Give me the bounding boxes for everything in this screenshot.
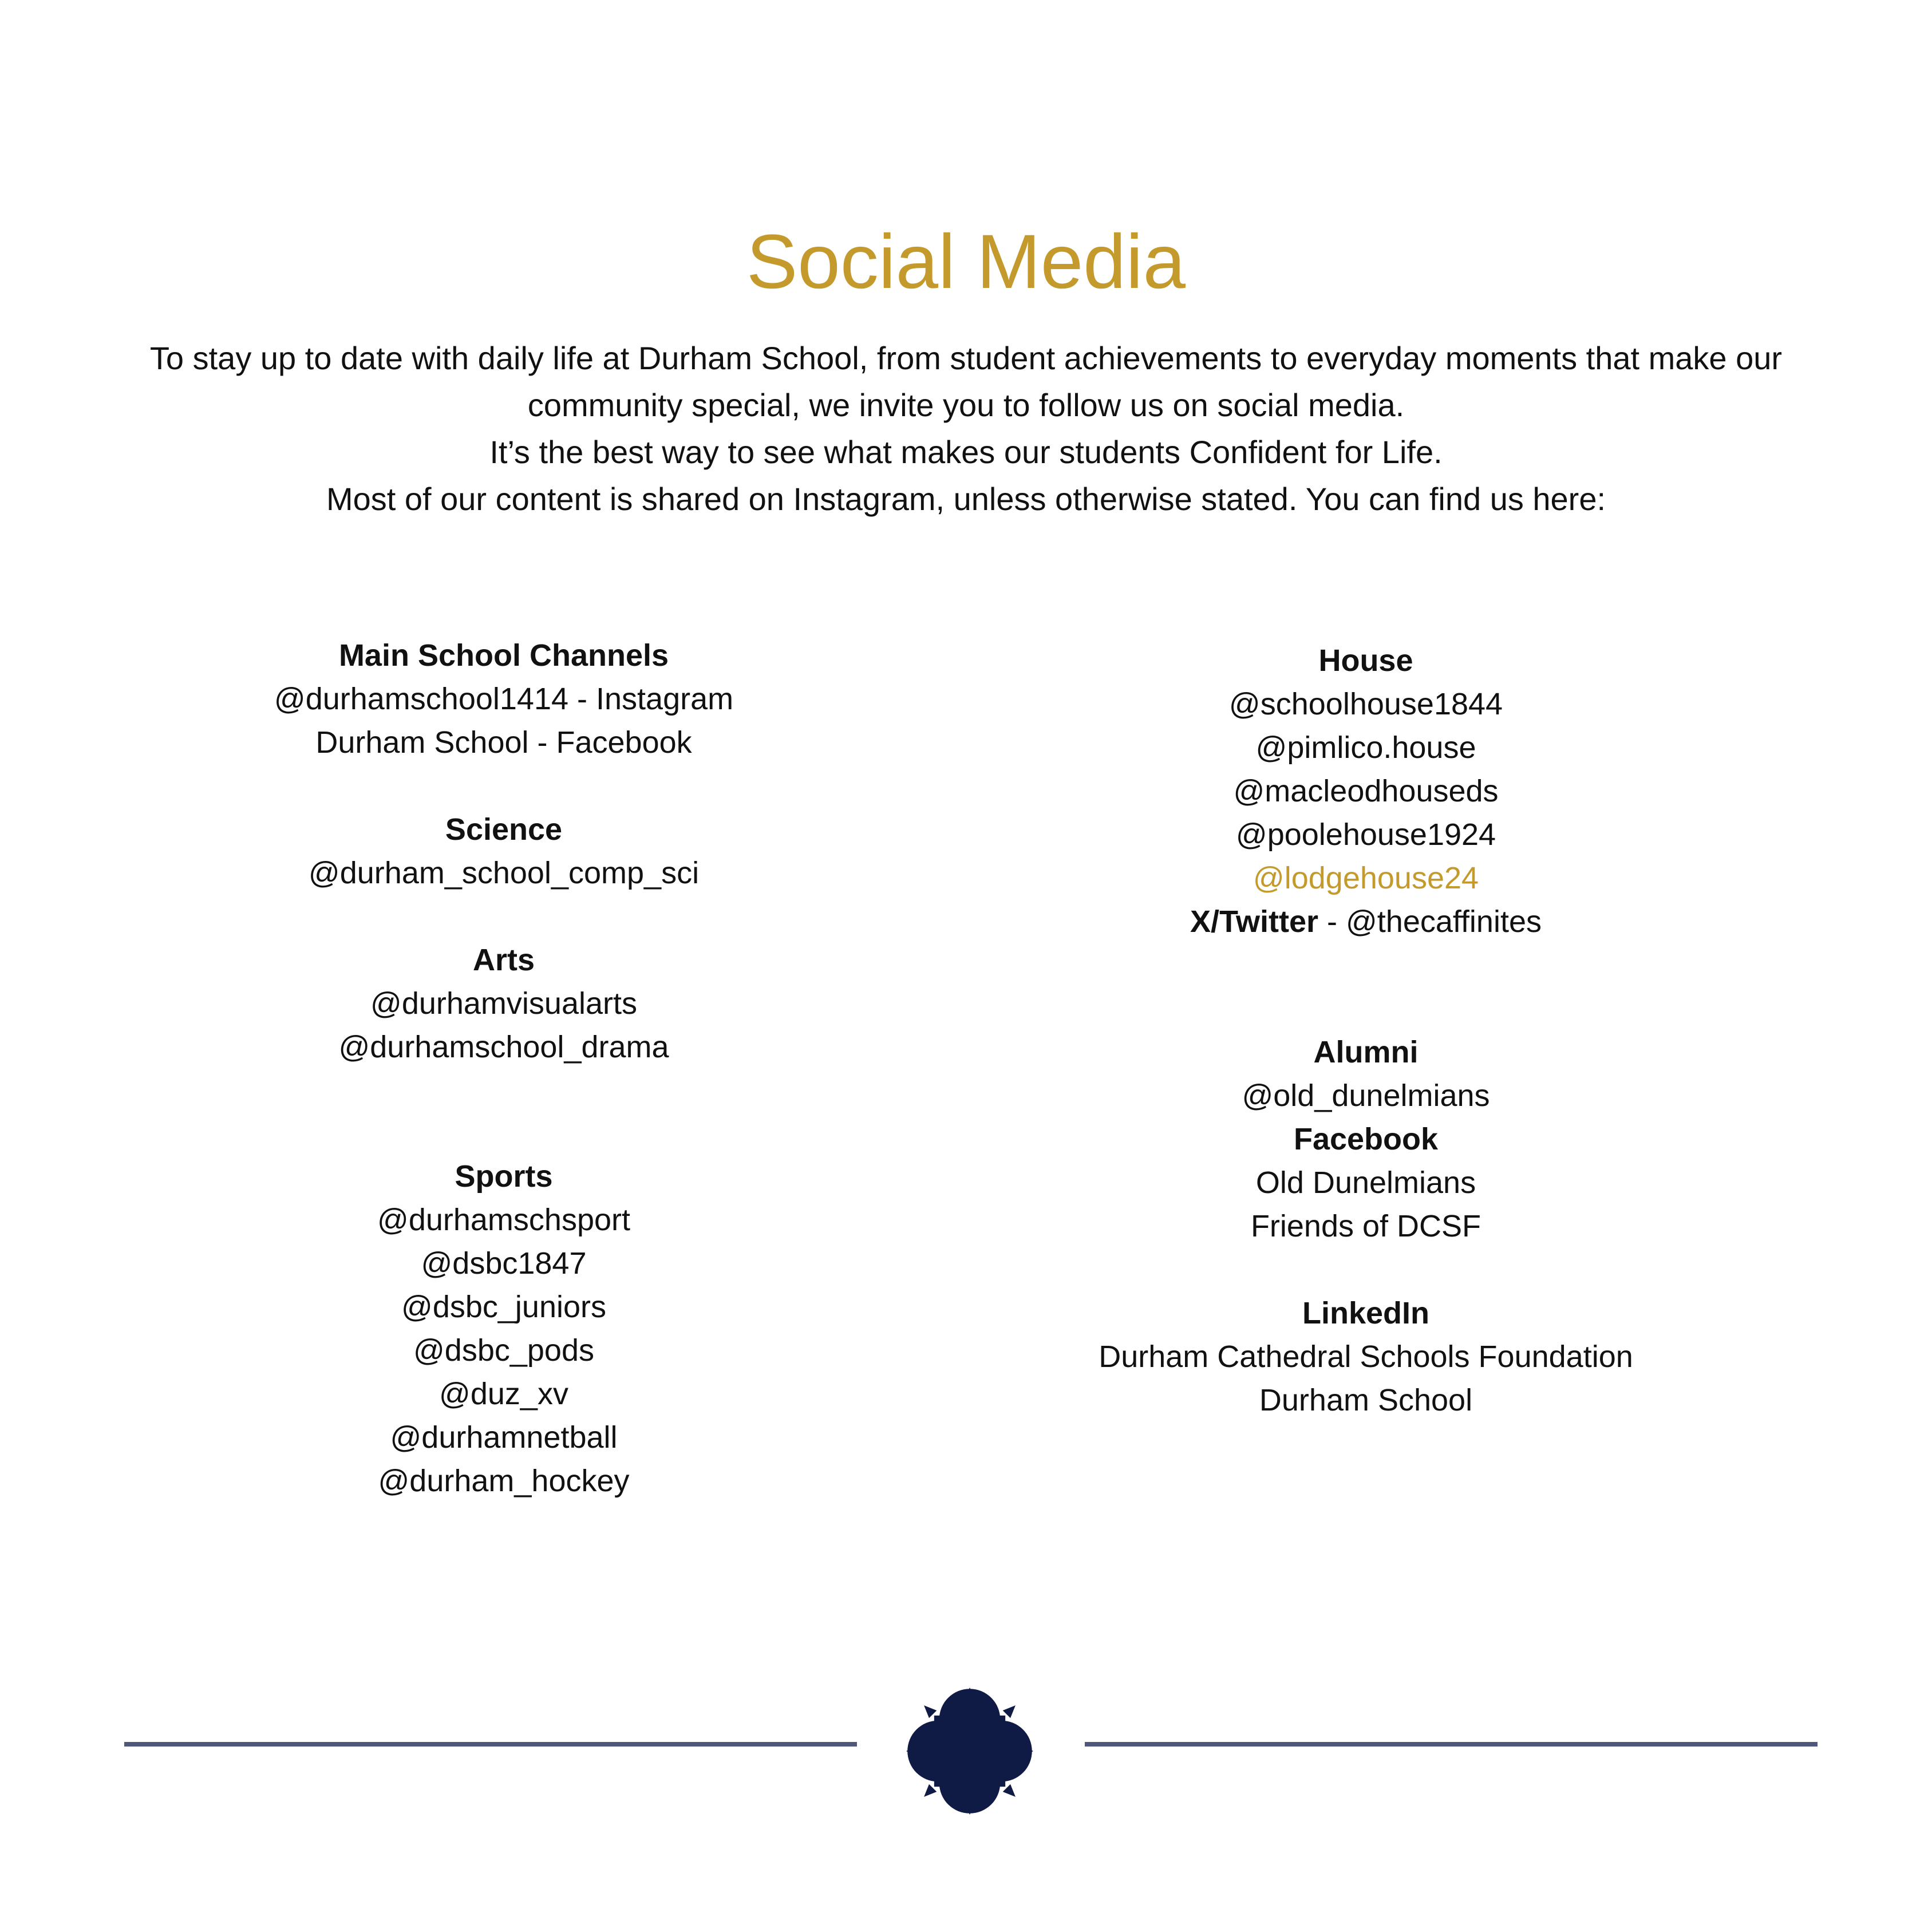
- section-heading: Sports: [455, 1159, 553, 1194]
- section-heading: Science: [445, 812, 563, 847]
- channel-link[interactable]: @pimlico.house: [1255, 730, 1476, 765]
- twitter-label: X/Twitter: [1190, 904, 1318, 939]
- house-section: [965, 639, 1767, 943]
- science-section: [103, 808, 904, 895]
- section-heading: Arts: [472, 943, 535, 977]
- channel-link[interactable]: @durhamnetball: [390, 1420, 618, 1455]
- channel-link[interactable]: Durham Cathedral Schools Foundation: [1099, 1340, 1633, 1374]
- channel-link[interactable]: @poolehouse1924: [1235, 817, 1496, 852]
- channel-link[interactable]: @durham_school_comp_sci: [308, 856, 700, 890]
- channel-link[interactable]: @schoolhouse1844: [1228, 687, 1503, 721]
- linkedin-section: [965, 1291, 1767, 1422]
- intro-line: To stay up to date with daily life at Durham School, from student achievements to everyday moments that make our community special, we invite you to follow us on social media.: [149, 340, 1783, 423]
- section-heading: Main School Channels: [338, 638, 669, 673]
- arts-section: [103, 938, 904, 1069]
- channel-link[interactable]: Durham School: [1259, 1383, 1473, 1417]
- quatrefoil-icon: [906, 1688, 1033, 1815]
- channel-link[interactable]: @durhamvisualarts: [370, 986, 637, 1021]
- channel-link[interactable]: @old_dunelmians: [1242, 1078, 1490, 1113]
- sub-heading: Facebook: [1293, 1122, 1439, 1156]
- channel-link[interactable]: @durhamschool1414 - Instagram: [274, 682, 734, 716]
- page-title: Social Media: [746, 219, 1186, 305]
- channel-link[interactable]: Old Dunelmians: [1255, 1165, 1476, 1200]
- main-school-channels-section: [103, 634, 904, 764]
- channel-link[interactable]: @dsbc_juniors: [401, 1290, 606, 1324]
- alumni-section: [965, 1030, 1767, 1248]
- footer-divider-left: [124, 1742, 857, 1747]
- sports-section: [103, 1155, 904, 1503]
- right-column: [965, 639, 1767, 1422]
- channel-link-highlighted[interactable]: @lodgehouse24: [1253, 861, 1479, 895]
- section-heading: House: [1318, 643, 1413, 678]
- section-heading: Alumni: [1313, 1035, 1419, 1069]
- footer-divider-right: [1085, 1742, 1818, 1747]
- channel-link[interactable]: @dsbc1847: [421, 1246, 587, 1281]
- channel-link[interactable]: @durhamschool_drama: [338, 1030, 669, 1064]
- intro-line: Most of our content is shared on Instagram, unless otherwise stated. You can find us here:: [326, 481, 1606, 517]
- twitter-line: [965, 900, 1767, 943]
- channel-link[interactable]: @duz_xv: [439, 1377, 568, 1411]
- channel-link[interactable]: @macleodhouseds: [1233, 774, 1499, 808]
- channel-link[interactable]: @durham_hockey: [378, 1464, 630, 1498]
- channel-link[interactable]: @dsbc_pods: [413, 1333, 594, 1368]
- channel-link[interactable]: @durhamschsport: [377, 1203, 630, 1237]
- intro-paragraph: [86, 335, 1846, 523]
- channel-link[interactable]: Friends of DCSF: [1250, 1209, 1481, 1243]
- twitter-handle[interactable]: - @thecaffinites: [1318, 904, 1542, 939]
- left-column: [103, 634, 904, 1503]
- channel-link[interactable]: Durham School - Facebook: [315, 725, 692, 760]
- section-heading: LinkedIn: [1302, 1296, 1429, 1330]
- intro-line: It’s the best way to see what makes our students Confident for Life.: [489, 434, 1443, 470]
